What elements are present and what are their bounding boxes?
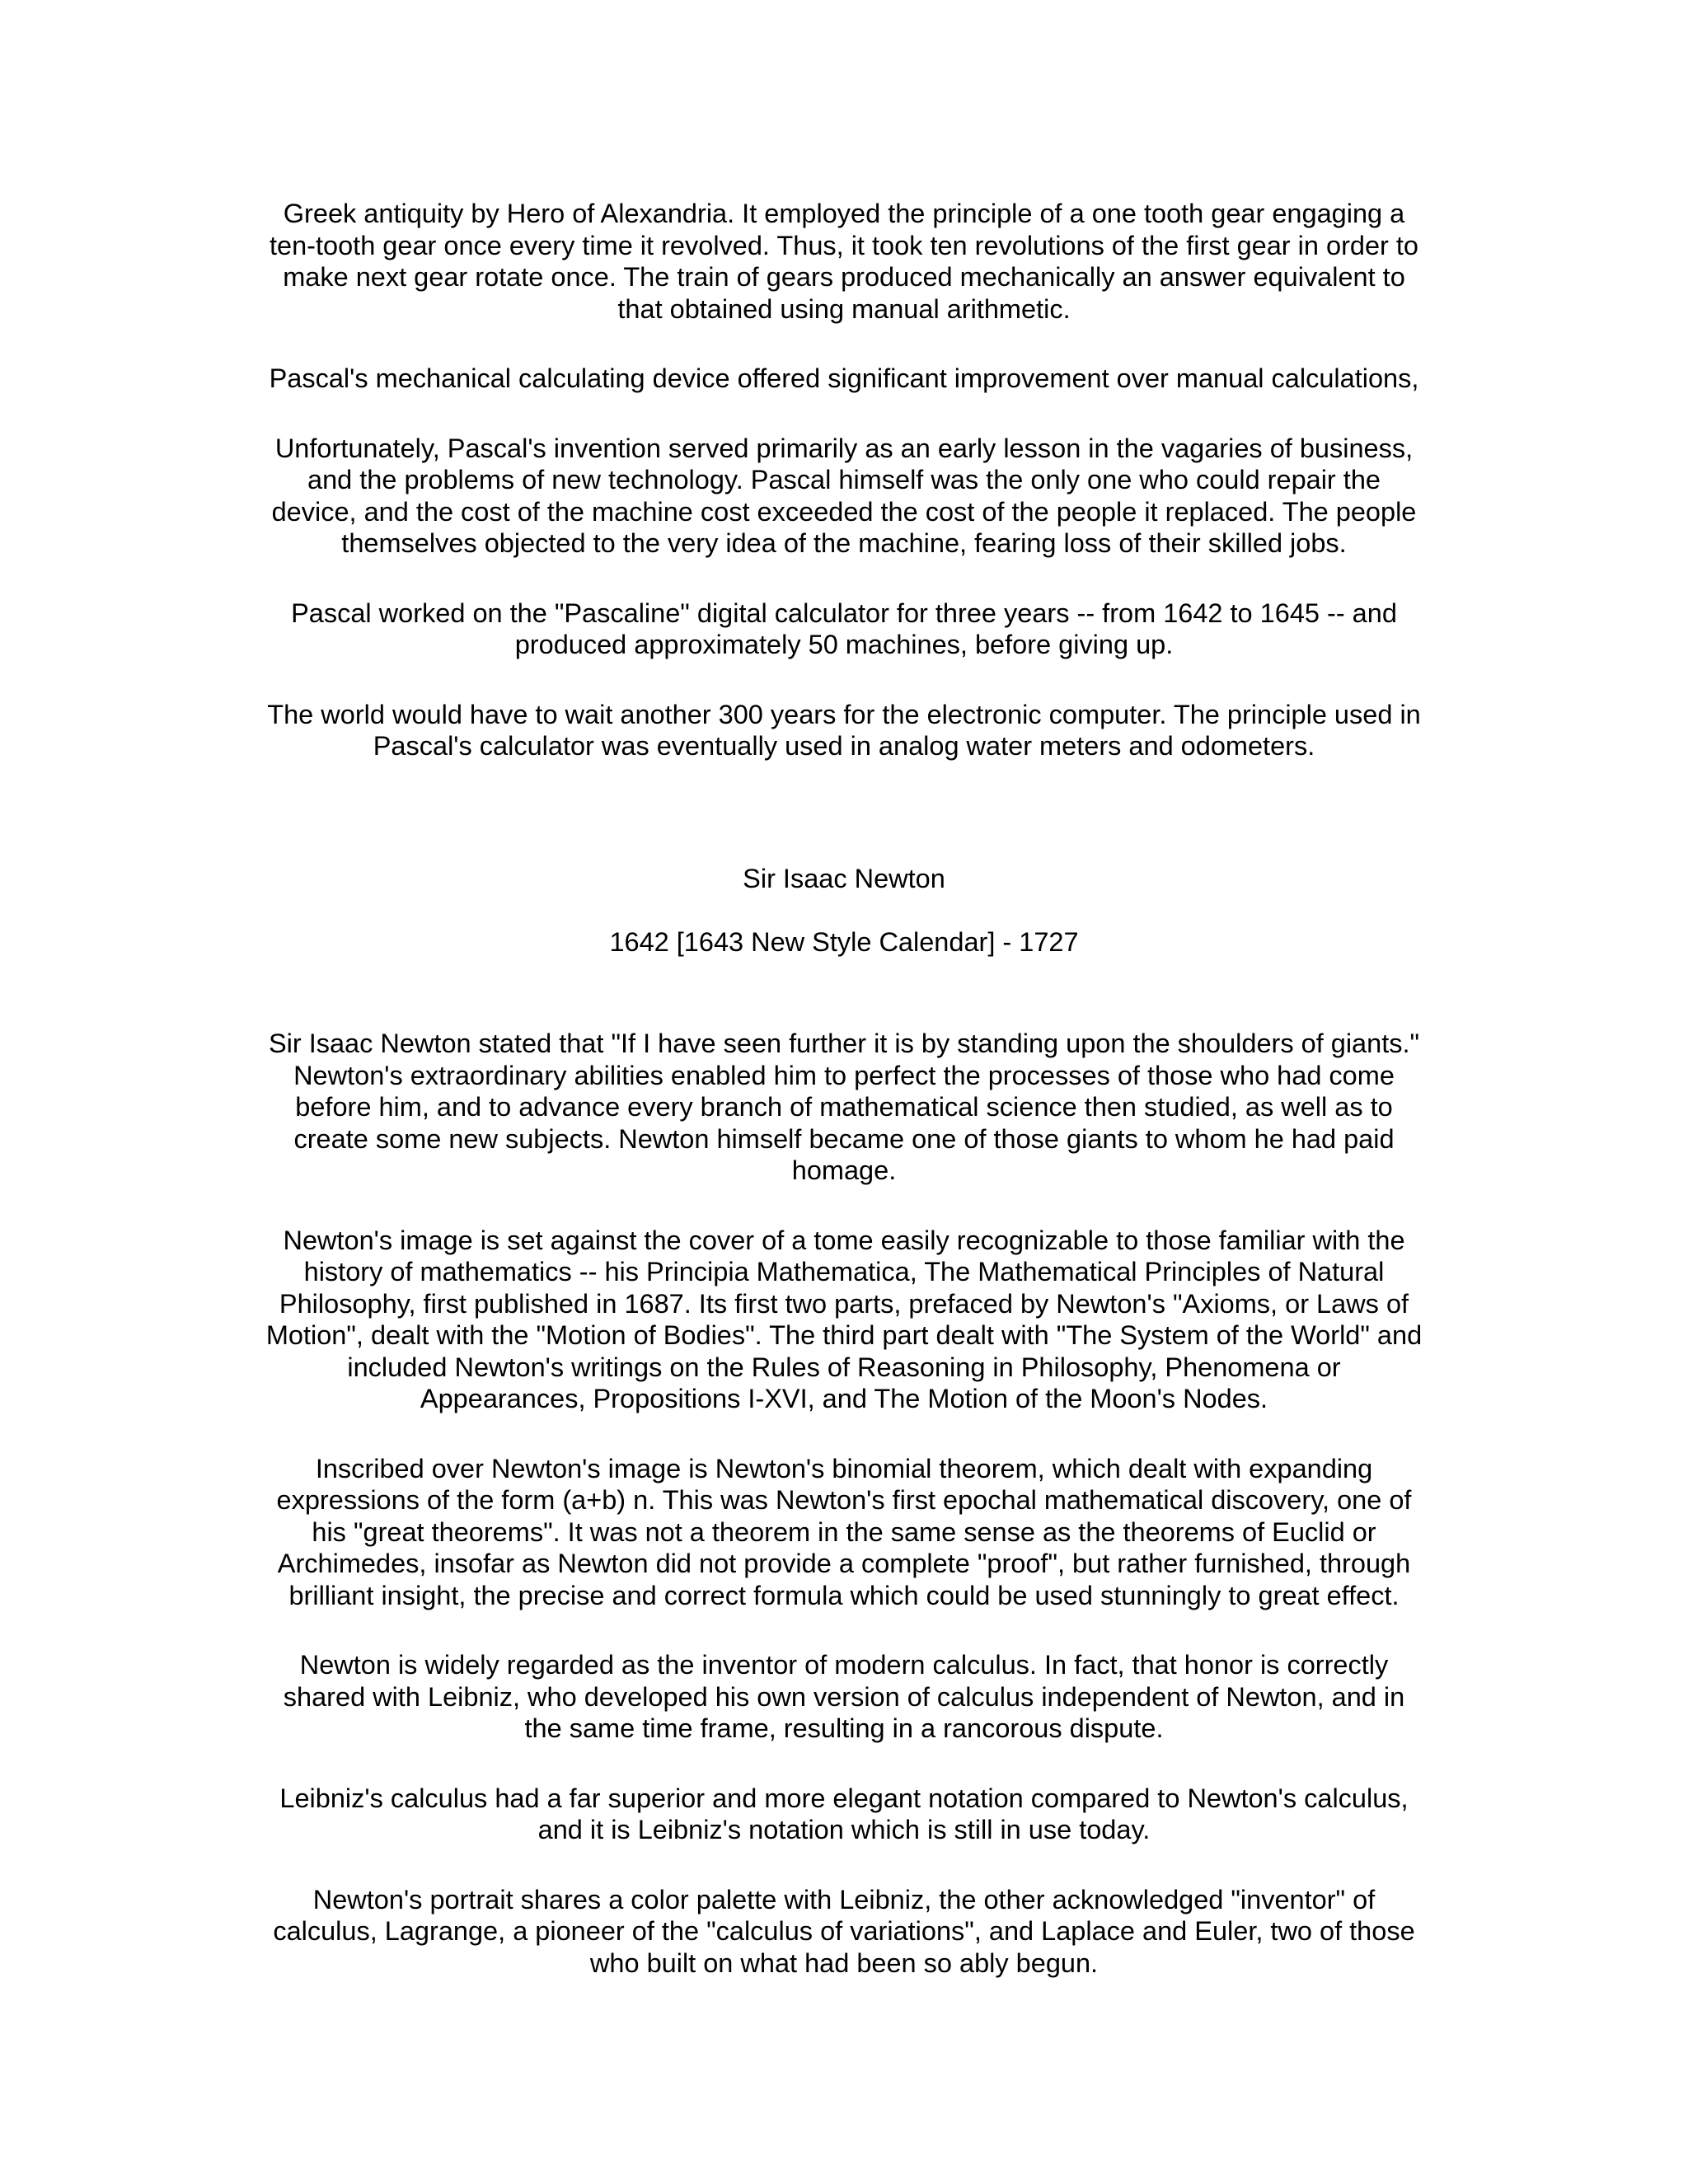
paragraph-newton-calculus: Newton is widely regarded as the inventor of modern calculus. In fact, that honor is correctly shared with Leibniz, who developed his own version of calculus independent of Newton, and in the same time frame, resulting in a rancorous dispute. (283, 1650, 1405, 1743)
paragraph-newton-principia: Newton's image is set against the cover of a tome easily recognizable to those familiar with the history of mathematics -- his Principia Mathematica, The Mathematical Principles of Natural Philosophy, first published in 1687. Its first two parts, prefaced by Newton's "Axioms, or Laws of Motion", dealt with the "Motion of Bodies". The third part dealt with "The System of the World" and included Newton's writings on the Rules of Reasoning in Philosophy, Phenomena or Appearances, Propositions I-XVI, and The Motion of the Moon's Nodes. (265, 1225, 1423, 1413)
paragraph-electronic-computer: The world would have to wait another 300 years for the electronic computer. The principle used in Pascal's calculator was eventually used in analog water meters and odometers. (267, 699, 1421, 761)
paragraph-pascaline: Pascal worked on the "Pascaline" digital calculator for three years -- from 1642 to 1645 -- and produced approximately 50 machines, before giving up. (291, 598, 1397, 659)
paragraph-pascal-business: Unfortunately, Pascal's invention served primarily as an early lesson in the vagaries of business, and the problems of new technology. Pascal himself was the only one who could repair the device, and the cost of the machine cost exceeded the cost of the people it replaced. The people themselves objected to the very idea of the machine, fearing loss of their skilled jobs. (271, 433, 1417, 558)
paragraph-hero-gears: Greek antiquity by Hero of Alexandria. It employed the principle of a one tooth gear engaging a ten-tooth gear once every time it revolved. Thus, it took ten revolutions of the first gear in order to make next gear rotate once. The train of gears produced mechanically an answer equivalent to that obtained using manual arithmetic. (269, 199, 1418, 324)
newton-heading-dates: 1642 [1643 New Style Calendar] - 1727 (609, 927, 1079, 957)
paragraph-newton-binomial: Inscribed over Newton's image is Newton's binomial theorem, which dealt with expanding expressions of the form (a+b) n. This was Newton's first epochal mathematical discovery, one of his "great theorems". It was not a theorem in the same sense as the theorems of Euclid or Archimedes, insofar as Newton did not provide a complete "proof", but rather furnished, through brilliant insight, the precise and correct formula which could be used stunningly to great effect. (276, 1453, 1412, 1610)
paragraph-newton-portrait: Newton's portrait shares a color palette with Leibniz, the other acknowledged "inventor" of calculus, Lagrange, a pioneer of the "calculus of variations", and Laplace and Euler, two of those who built on what had been so ably begun. (273, 1884, 1415, 1978)
paragraph-leibniz-notation: Leibniz's calculus had a far superior and more elegant notation compared to Newton's calculus, and it is Leibniz's notation which is still in use today. (279, 1783, 1409, 1844)
newton-heading (239, 832, 1449, 991)
paragraph-newton-giants: Sir Isaac Newton stated that "If I have seen further it is by standing upon the shoulders of giants." Newton's extraordinary abilities enabled him to perfect the processes of those who had come before him, and to advance every branch of mathematical science then studied, as well as to create some new subjects. Newton himself became one of those giants to whom he had paid homage. (268, 1029, 1420, 1185)
paragraph-pascal-improvement: Pascal's mechanical calculating device offered significant improvement over manual calculations, (269, 363, 1419, 393)
newton-heading-name: Sir Isaac Newton (743, 864, 945, 893)
document-body (239, 198, 1449, 2017)
